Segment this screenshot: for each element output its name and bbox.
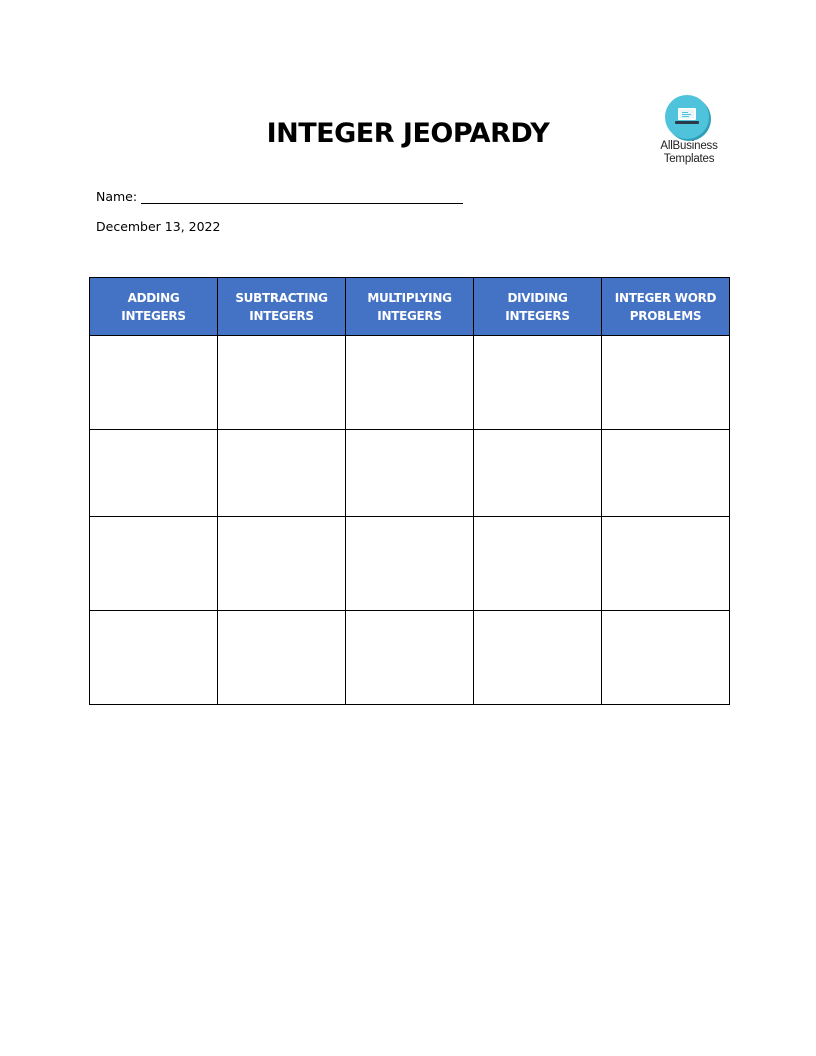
name-underline[interactable]	[141, 203, 463, 204]
table-cell[interactable]	[90, 336, 218, 430]
table-cell[interactable]	[474, 430, 602, 517]
column-header-label: ADDING INTEGERS	[121, 290, 186, 323]
column-header-label: SUBTRACTING INTEGERS	[235, 290, 328, 323]
table-cell[interactable]	[602, 517, 730, 611]
table-cell[interactable]	[90, 517, 218, 611]
column-header-subtracting	[218, 278, 346, 336]
logo-line-1: AllBusiness	[660, 140, 718, 152]
logo-text	[648, 140, 730, 165]
table-row	[90, 517, 730, 611]
table-cell[interactable]	[346, 430, 474, 517]
table-cell[interactable]	[90, 430, 218, 517]
name-label: Name:	[96, 189, 138, 204]
column-header-adding	[90, 278, 218, 336]
table-cell[interactable]	[90, 611, 218, 705]
table-cell[interactable]	[218, 336, 346, 430]
column-header-multiplying	[346, 278, 474, 336]
table-cell[interactable]	[602, 611, 730, 705]
document-date: December 13, 2022	[96, 219, 221, 234]
column-header-label: DIVIDING INTEGERS	[505, 290, 570, 323]
column-header-word-problems	[602, 278, 730, 336]
column-header-label: MULTIPLYING INTEGERS	[367, 290, 452, 323]
table-cell[interactable]	[346, 336, 474, 430]
table-cell[interactable]	[474, 611, 602, 705]
table-cell[interactable]	[346, 611, 474, 705]
jeopardy-board	[89, 277, 730, 705]
table-cell[interactable]	[218, 517, 346, 611]
table-cell[interactable]	[218, 611, 346, 705]
name-field[interactable]	[96, 188, 137, 206]
column-header-label: INTEGER WORD PROBLEMS	[614, 290, 717, 323]
company-logo	[648, 95, 730, 169]
table-cell[interactable]	[602, 430, 730, 517]
table-cell[interactable]	[602, 336, 730, 430]
header-row	[90, 278, 730, 336]
table-row	[90, 336, 730, 430]
table-cell[interactable]	[218, 430, 346, 517]
table-row	[90, 611, 730, 705]
column-header-dividing	[474, 278, 602, 336]
table-cell[interactable]	[474, 517, 602, 611]
table-row	[90, 430, 730, 517]
page-title: INTEGER JEOPARDY	[266, 118, 550, 149]
laptop-icon	[665, 95, 709, 139]
table-cell[interactable]	[346, 517, 474, 611]
logo-line-2: Templates	[663, 152, 715, 165]
table-cell[interactable]	[474, 336, 602, 430]
